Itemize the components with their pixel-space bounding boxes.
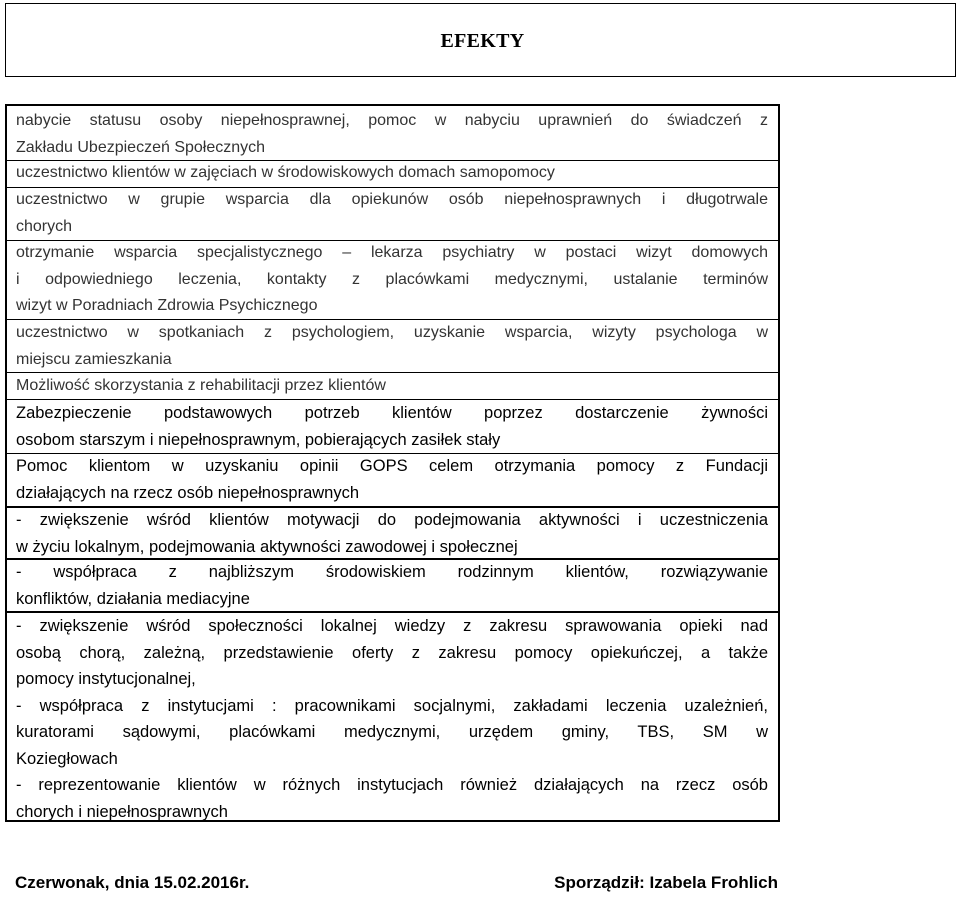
list-item bbox=[16, 613, 768, 825]
list-item-line: miejscu zamieszkania bbox=[16, 350, 172, 368]
list-item-line: chorych i niepełnosprawnych bbox=[16, 802, 228, 821]
list-item bbox=[16, 507, 768, 560]
list-item-line: uczestnictwo w spotkaniach z psychologiem, uzyskanie wsparcia, wizyty psychologa w bbox=[16, 324, 768, 341]
list-item-line: wizyt w Poradniach Zdrowia Psychicznego bbox=[16, 297, 318, 314]
list-item-line: osobom starszym i niepełnosprawnym, pobierających zasiłek stały bbox=[16, 430, 501, 449]
list-item-line: kuratorami sądowymi, placówkami medycznymi, urzędem gminy, TBS, SM w bbox=[16, 723, 768, 741]
list-item-line: osobą chorą, zależną, przedstawienie oferty z zakresu pomocy opiekuńczej, a także bbox=[16, 643, 768, 662]
list-item bbox=[16, 400, 768, 453]
list-item-line: - reprezentowanie klientów w różnych instytucjach również działających na rzecz osób bbox=[16, 776, 768, 794]
list-item-line: w życiu lokalnym, podejmowania aktywności zawodowej i społecznej bbox=[16, 537, 518, 556]
list-item bbox=[16, 373, 768, 400]
list-item-line: Możliwość skorzystania z rehabilitacji przez klientów bbox=[16, 377, 386, 394]
prepared-by: Sporządził: Izabela Frohlich bbox=[554, 873, 778, 892]
list-item bbox=[16, 559, 768, 612]
list-item-line: - zwiększenie wśród klientów motywacji do podejmowania aktywności i uczestniczenia bbox=[16, 511, 768, 529]
list-item bbox=[16, 160, 768, 187]
list-item-line: Zakładu Ubezpieczeń Społecznych bbox=[16, 138, 266, 156]
list-item-line: - współpraca z najbliższym środowiskiem rodzinnym klientów, rozwiązywanie bbox=[16, 563, 768, 581]
list-item-line: Pomoc klientom w uzyskaniu opinii GOPS celem otrzymania pomocy z Fundacji bbox=[16, 457, 768, 475]
list-item bbox=[16, 108, 768, 161]
list-item-line: - zwiększenie wśród społeczności lokalnej wiedzy z zakresu sprawowania opieki nad bbox=[16, 617, 768, 635]
effects-list bbox=[5, 104, 780, 822]
header-box bbox=[5, 3, 956, 77]
list-item-line: i odpowiedniego leczenia, kontakty z placówkami medycznymi, ustalanie terminów bbox=[16, 270, 768, 288]
list-item-line: konfliktów, działania mediacyjne bbox=[16, 589, 250, 608]
list-item-line: nabycie statusu osoby niepełnosprawnej, pomoc w nabyciu uprawnień do świadczeń z bbox=[16, 112, 768, 129]
page-title: EFEKTY bbox=[440, 29, 525, 52]
place-date: Czerwonak, dnia 15.02.2016r. bbox=[15, 873, 250, 892]
list-item bbox=[16, 240, 768, 320]
list-item-line: Koziegłowach bbox=[16, 749, 118, 768]
list-item bbox=[16, 453, 768, 506]
list-item-line: pomocy instytucjonalnej, bbox=[16, 670, 196, 688]
list-item bbox=[16, 320, 768, 373]
list-item bbox=[16, 187, 768, 240]
list-item-line: działających na rzecz osób niepełnosprawnych bbox=[16, 483, 360, 502]
list-item-line: uczestnictwo klientów w zajęciach w środowiskowych domach samopomocy bbox=[16, 164, 555, 181]
list-item-line: uczestnictwo w grupie wsparcia dla opiekunów osób niepełnosprawnych i długotrwale bbox=[16, 191, 768, 208]
list-item-line: Zabezpieczenie podstawowych potrzeb klientów poprzez dostarczenie żywności bbox=[16, 404, 768, 422]
list-item-line: otrzymanie wsparcia specjalistycznego – lekarza psychiatry w postaci wizyt domowych bbox=[16, 244, 768, 261]
list-item-line: chorych bbox=[16, 217, 73, 235]
list-item-line: - współpraca z instytucjami : pracownikami socjalnymi, zakładami leczenia uzależnień, bbox=[16, 696, 768, 715]
